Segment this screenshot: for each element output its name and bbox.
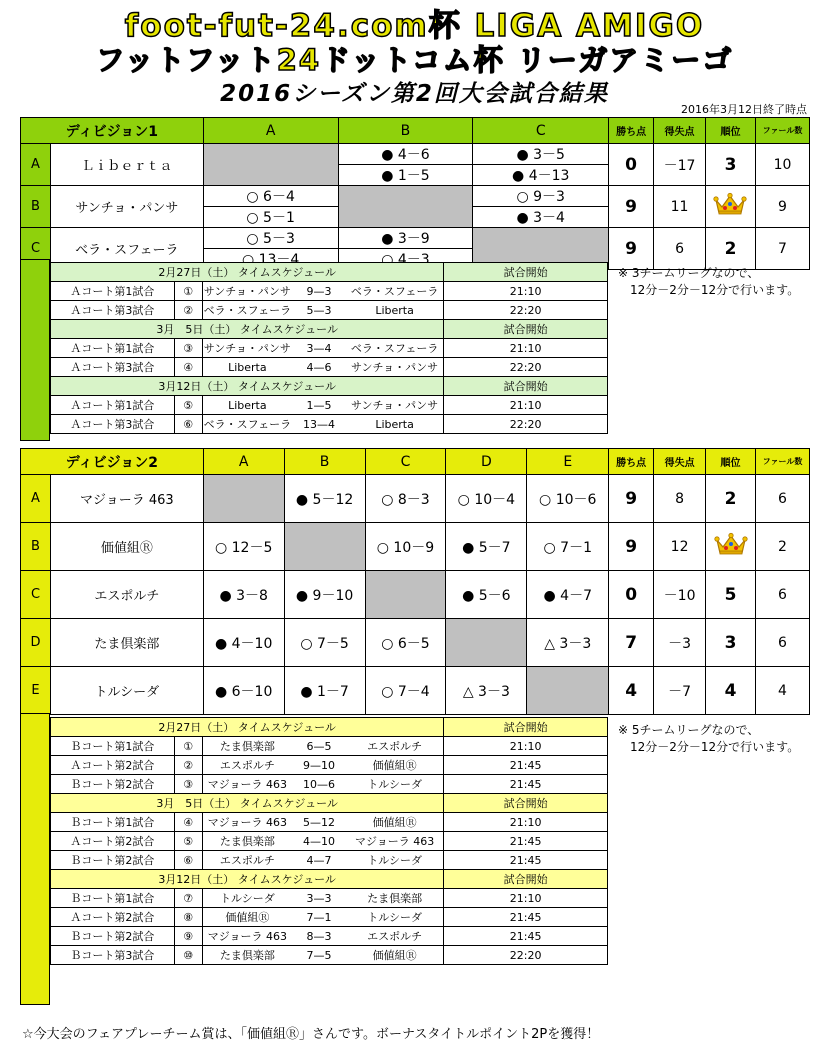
game-away-team: 価値組Ⓡ <box>346 813 444 832</box>
game-number: ① <box>174 282 202 301</box>
div2-row <box>21 523 810 571</box>
div1-fouls-header: ファール数 <box>755 118 809 144</box>
game-court: Ｂコート第3試合 <box>51 946 175 965</box>
div1-row-id: A <box>21 144 51 186</box>
game-court: Ａコート第3試合 <box>51 415 175 434</box>
schedule-day-header <box>51 794 608 813</box>
game-start-time: 22:20 <box>444 301 608 320</box>
game-score: 1—5 <box>292 396 346 415</box>
div1-schedule-table <box>50 262 608 434</box>
div1-rank <box>706 186 756 228</box>
div1-team-name: サンチョ・パンサ <box>50 186 203 228</box>
div1-result-cell: ○ 5－3 <box>203 228 338 249</box>
div2-goal-diff: －3 <box>654 619 706 667</box>
schedule-game-row <box>51 415 608 434</box>
game-number: ⑦ <box>174 889 202 908</box>
game-number: ② <box>174 301 202 320</box>
div2-col-d: D <box>446 449 527 475</box>
div2-fouls-header: ファール数 <box>756 449 810 475</box>
game-score: 3—4 <box>292 339 346 358</box>
div2-team-name: エスポルチ <box>50 571 203 619</box>
div1-row <box>21 186 810 207</box>
game-home-team: たま倶楽部 <box>202 946 292 965</box>
div1-row <box>21 144 810 165</box>
game-court: Ｂコート第2試合 <box>51 927 175 946</box>
div1-col-c: C <box>473 118 609 144</box>
game-court: Ａコート第2試合 <box>51 832 175 851</box>
game-court: Ａコート第2試合 <box>51 756 175 775</box>
div2-result-cell: ● 4－10 <box>203 619 284 667</box>
div2-result-cell: ● 9－10 <box>284 571 365 619</box>
div2-result-cell: ○ 10－4 <box>446 475 527 523</box>
schedule-start-label: 試合開始 <box>444 320 608 339</box>
div2-title: ディビジョン2 <box>21 449 204 475</box>
div1-points: 9 <box>609 186 654 228</box>
schedule-game-row <box>51 908 608 927</box>
div2-diff-header: 得失点 <box>654 449 706 475</box>
div2-league-table <box>20 448 810 715</box>
div2-result-cell: △ 3－3 <box>527 619 609 667</box>
div1-note-line2: 12分－2分－12分で行います。 <box>630 283 800 297</box>
div2-result-cell: ○ 8－3 <box>365 475 446 523</box>
schedule-game-row <box>51 775 608 794</box>
div2-empty-cell <box>203 475 284 523</box>
div1-result-cell: ● 3－5 <box>473 144 609 165</box>
div1-goal-diff: 11 <box>654 186 706 228</box>
div2-schedule-table <box>50 717 608 965</box>
div1-empty-cell <box>338 186 473 228</box>
div2-empty-cell <box>365 571 446 619</box>
game-score: 4—6 <box>292 358 346 377</box>
game-start-time: 21:10 <box>444 396 608 415</box>
game-away-team: トルシーダ <box>346 775 444 794</box>
game-home-team: Liberta <box>202 358 292 377</box>
game-start-time: 21:10 <box>444 813 608 832</box>
game-score: 5—12 <box>292 813 346 832</box>
game-court: Ａコート第1試合 <box>51 282 175 301</box>
div2-result-cell: ○ 7－1 <box>527 523 609 571</box>
schedule-game-row <box>51 396 608 415</box>
schedule-game-row <box>51 301 608 320</box>
game-number: ② <box>174 756 202 775</box>
game-away-team: マジョーラ 463 <box>346 832 444 851</box>
game-away-team: サンチョ・パンサ <box>346 396 444 415</box>
div1-result-cell: ● 4－6 <box>338 144 473 165</box>
div2-team-name: トルシーダ <box>50 667 203 715</box>
game-score: 5—3 <box>292 301 346 320</box>
div2-team-name: マジョーラ 463 <box>50 475 203 523</box>
div1-result-cell: ○ 13－4 <box>203 249 338 270</box>
div1-col-b: B <box>338 118 473 144</box>
div2-result-cell: ○ 7－5 <box>284 619 365 667</box>
game-home-team: たま倶楽部 <box>202 737 292 756</box>
div1-result-cell: ● 4－13 <box>473 165 609 186</box>
div1-col-a: A <box>203 118 338 144</box>
div2-result-cell: ○ 12－5 <box>203 523 284 571</box>
game-start-time: 22:20 <box>444 946 608 965</box>
game-home-team: たま倶楽部 <box>202 832 292 851</box>
fair-play-footer: ☆今大会のフェアプレーチーム賞は、「価値組Ⓡ」さんです。ボーナスタイトルポイント2Pを獲得！ <box>22 1027 600 1042</box>
div1-points: 0 <box>609 144 654 186</box>
div2-col-c: C <box>365 449 446 475</box>
div2-fouls: 2 <box>756 523 810 571</box>
div2-team-name: 価値組Ⓡ <box>50 523 203 571</box>
div1-result-cell: ● 1－5 <box>338 165 473 186</box>
game-number: ⑧ <box>174 908 202 927</box>
schedule-game-row <box>51 282 608 301</box>
div2-goal-diff: －7 <box>654 667 706 715</box>
game-away-team: ベラ・スフェーラ <box>346 282 444 301</box>
div2-result-cell: ● 6－10 <box>203 667 284 715</box>
game-number: ⑤ <box>174 396 202 415</box>
game-court: Ｂコート第2試合 <box>51 775 175 794</box>
div2-row <box>21 475 810 523</box>
div2-points-header: 勝ち点 <box>609 449 654 475</box>
schedule-game-row <box>51 813 608 832</box>
div1-points: 9 <box>609 228 654 270</box>
div2-col-a: A <box>203 449 284 475</box>
schedule-day-header <box>51 718 608 737</box>
game-start-time: 21:45 <box>444 851 608 870</box>
game-home-team: マジョーラ 463 <box>202 813 292 832</box>
game-number: ③ <box>174 339 202 358</box>
schedule-day-title: 2月27日（土） タイムスケジュール <box>51 263 444 282</box>
div2-points: 4 <box>609 667 654 715</box>
game-start-time: 21:10 <box>444 282 608 301</box>
schedule-day-title: 3月 5日（土） タイムスケジュール <box>51 794 444 813</box>
div2-fouls: 4 <box>756 667 810 715</box>
div2-points: 9 <box>609 523 654 571</box>
schedule-day-title: 3月 5日（土） タイムスケジュール <box>51 320 444 339</box>
div1-goal-diff: －17 <box>654 144 706 186</box>
div2-rank <box>706 523 756 571</box>
div2-result-cell: ○ 10－6 <box>527 475 609 523</box>
div1-fouls: 7 <box>755 228 809 270</box>
div2-row <box>21 667 810 715</box>
div1-points-header: 勝ち点 <box>609 118 654 144</box>
game-home-team: ベラ・スフェーラ <box>202 301 292 320</box>
game-home-team: 価値組Ⓡ <box>202 908 292 927</box>
game-score: 6—5 <box>292 737 346 756</box>
game-home-team: Liberta <box>202 396 292 415</box>
schedule-day-header <box>51 320 608 339</box>
game-court: Ａコート第3試合 <box>51 301 175 320</box>
game-home-team: サンチョ・パンサ <box>202 282 292 301</box>
div1-result-cell: ● 3－4 <box>473 207 609 228</box>
schedule-game-row <box>51 851 608 870</box>
game-away-team: サンチョ・パンサ <box>346 358 444 377</box>
game-score: 4—7 <box>292 851 346 870</box>
game-court: Ａコート第3試合 <box>51 358 175 377</box>
div2-goal-diff: 8 <box>654 475 706 523</box>
schedule-day-header <box>51 870 608 889</box>
div2-fouls: 6 <box>756 571 810 619</box>
div1-rank-header: 順位 <box>706 118 756 144</box>
game-away-team: 価値組Ⓡ <box>346 946 444 965</box>
div1-result-cell: ○ 6－4 <box>203 186 338 207</box>
game-number: ⑥ <box>174 415 202 434</box>
game-score: 10—6 <box>292 775 346 794</box>
div1-team-name: ベラ・スフェーラ <box>50 228 203 270</box>
div2-empty-cell <box>446 619 527 667</box>
game-start-time: 21:45 <box>444 927 608 946</box>
div2-note-line2: 12分－2分－12分で行います。 <box>630 740 800 754</box>
game-score: 7—5 <box>292 946 346 965</box>
game-score: 4—10 <box>292 832 346 851</box>
schedule-start-label: 試合開始 <box>444 263 608 282</box>
game-start-time: 21:10 <box>444 889 608 908</box>
game-number: ④ <box>174 358 202 377</box>
schedule-game-row <box>51 358 608 377</box>
crown-icon <box>713 192 747 216</box>
div2-goal-diff: 12 <box>654 523 706 571</box>
game-home-team: ベラ・スフェーラ <box>202 415 292 434</box>
schedule-game-row <box>51 889 608 908</box>
div2-row-id: B <box>21 523 51 571</box>
div1-goal-diff: 6 <box>654 228 706 270</box>
schedule-game-row <box>51 756 608 775</box>
game-court: Ａコート第2試合 <box>51 908 175 927</box>
div1-result-cell: ○ 9－3 <box>473 186 609 207</box>
div2-rank-header: 順位 <box>706 449 756 475</box>
game-score: 3—3 <box>292 889 346 908</box>
game-start-time: 22:20 <box>444 358 608 377</box>
div2-row-id: D <box>21 619 51 667</box>
schedule-game-row <box>51 737 608 756</box>
div2-result-cell: △ 3－3 <box>446 667 527 715</box>
game-home-team: エスポルチ <box>202 756 292 775</box>
game-court: Ｂコート第2試合 <box>51 851 175 870</box>
div1-title: ディビジョン1 <box>21 118 204 144</box>
game-score: 8—3 <box>292 927 346 946</box>
game-away-team: Liberta <box>346 301 444 320</box>
div1-result-cell: ● 3－9 <box>338 228 473 249</box>
div2-result-cell: ○ 6－5 <box>365 619 446 667</box>
title-line1: foot-fut-24.com杯 LIGA AMIGO <box>124 8 705 44</box>
game-home-team: マジョーラ 463 <box>202 775 292 794</box>
div2-row <box>21 619 810 667</box>
title-line2: フットフット24ドットコム杯 リーガアミーゴ <box>95 43 734 77</box>
schedule-game-row <box>51 927 608 946</box>
game-court: Ｂコート第1試合 <box>51 813 175 832</box>
schedule-day-title: 3月12日（土） タイムスケジュール <box>51 377 444 396</box>
schedule-game-row <box>51 339 608 358</box>
game-away-team: 価値組Ⓡ <box>346 756 444 775</box>
div2-col-e: E <box>527 449 609 475</box>
game-number: ⑩ <box>174 946 202 965</box>
game-start-time: 21:10 <box>444 737 608 756</box>
div2-empty-cell <box>527 667 609 715</box>
game-start-time: 21:45 <box>444 775 608 794</box>
div1-row-id: C <box>21 228 51 270</box>
div2-result-cell: ● 5－7 <box>446 523 527 571</box>
title-line3: 2016シーズン第2回大会試合結果 <box>220 81 609 107</box>
schedule-game-row <box>51 832 608 851</box>
game-score: 9—10 <box>292 756 346 775</box>
game-number: ⑤ <box>174 832 202 851</box>
div2-points: 9 <box>609 475 654 523</box>
div2-goal-diff: －10 <box>654 571 706 619</box>
div2-row-id: A <box>21 475 51 523</box>
div1-diff-header: 得失点 <box>654 118 706 144</box>
game-away-team: エスポルチ <box>346 927 444 946</box>
game-away-team: たま倶楽部 <box>346 889 444 908</box>
game-score: 13—4 <box>292 415 346 434</box>
div2-result-cell: ● 3－8 <box>203 571 284 619</box>
game-number: ① <box>174 737 202 756</box>
div1-row <box>21 228 810 249</box>
div2-rank: 5 <box>706 571 756 619</box>
game-start-time: 22:20 <box>444 415 608 434</box>
game-home-team: サンチョ・パンサ <box>202 339 292 358</box>
div1-empty-cell <box>203 144 338 186</box>
div1-rank: 2 <box>706 228 756 270</box>
div1-note-line1: ※ 3チームリーグなので、 <box>618 266 760 280</box>
div1-row-id: B <box>21 186 51 228</box>
game-start-time: 21:45 <box>444 908 608 927</box>
div2-fouls: 6 <box>756 619 810 667</box>
div1-fouls: 10 <box>755 144 809 186</box>
div2-col-b: B <box>284 449 365 475</box>
div2-result-cell: ○ 10－9 <box>365 523 446 571</box>
div1-result-cell: ○ 5－1 <box>203 207 338 228</box>
game-away-team: トルシーダ <box>346 851 444 870</box>
div2-rank: 2 <box>706 475 756 523</box>
game-start-time: 21:45 <box>444 756 608 775</box>
schedule-start-label: 試合開始 <box>444 794 608 813</box>
div1-note <box>618 265 799 299</box>
game-start-time: 21:10 <box>444 339 608 358</box>
div2-team-name: たま倶楽部 <box>50 619 203 667</box>
div1-rank: 3 <box>706 144 756 186</box>
game-number: ③ <box>174 775 202 794</box>
div1-result-cell: ○ 4－3 <box>338 249 473 270</box>
div1-league-table <box>20 117 810 270</box>
div1-team-name: Ｌｉｂｅｒｔａ <box>50 144 203 186</box>
div2-row <box>21 571 810 619</box>
div2-rank: 4 <box>706 667 756 715</box>
game-number: ④ <box>174 813 202 832</box>
div2-rank: 3 <box>706 619 756 667</box>
game-home-team: エスポルチ <box>202 851 292 870</box>
game-court: Ｂコート第1試合 <box>51 889 175 908</box>
game-number: ⑥ <box>174 851 202 870</box>
game-home-team: マジョーラ 463 <box>202 927 292 946</box>
div2-result-cell: ● 5－6 <box>446 571 527 619</box>
schedule-start-label: 試合開始 <box>444 870 608 889</box>
as-of-date: 2016年3月12日終了時点 <box>681 103 807 116</box>
game-home-team: トルシーダ <box>202 889 292 908</box>
schedule-day-title: 2月27日（土） タイムスケジュール <box>51 718 444 737</box>
schedule-start-label: 試合開始 <box>444 377 608 396</box>
game-score: 7—1 <box>292 908 346 927</box>
div2-schedule-sidebar <box>20 713 50 1005</box>
game-away-team: トルシーダ <box>346 908 444 927</box>
div2-note <box>618 722 799 756</box>
crown-icon <box>714 532 748 556</box>
div2-empty-cell <box>284 523 365 571</box>
schedule-day-header <box>51 377 608 396</box>
schedule-day-header <box>51 263 608 282</box>
schedule-game-row <box>51 946 608 965</box>
div2-result-cell: ● 5－12 <box>284 475 365 523</box>
div1-schedule-sidebar <box>20 259 50 441</box>
game-number: ⑨ <box>174 927 202 946</box>
div2-fouls: 6 <box>756 475 810 523</box>
game-score: 9—3 <box>292 282 346 301</box>
game-court: Ｂコート第1試合 <box>51 737 175 756</box>
game-court: Ａコート第1試合 <box>51 339 175 358</box>
div2-note-line1: ※ 5チームリーグなので、 <box>618 723 760 737</box>
schedule-day-title: 3月12日（土） タイムスケジュール <box>51 870 444 889</box>
div1-fouls: 9 <box>755 186 809 228</box>
div2-result-cell: ○ 7－4 <box>365 667 446 715</box>
div2-points: 7 <box>609 619 654 667</box>
game-start-time: 21:45 <box>444 832 608 851</box>
game-away-team: Liberta <box>346 415 444 434</box>
game-away-team: エスポルチ <box>346 737 444 756</box>
div2-result-cell: ● 4－7 <box>527 571 609 619</box>
game-court: Ａコート第1試合 <box>51 396 175 415</box>
schedule-start-label: 試合開始 <box>444 718 608 737</box>
game-away-team: ベラ・スフェーラ <box>346 339 444 358</box>
div2-row-id: C <box>21 571 51 619</box>
div2-result-cell: ● 1－7 <box>284 667 365 715</box>
div2-points: 0 <box>609 571 654 619</box>
div2-row-id: E <box>21 667 51 715</box>
